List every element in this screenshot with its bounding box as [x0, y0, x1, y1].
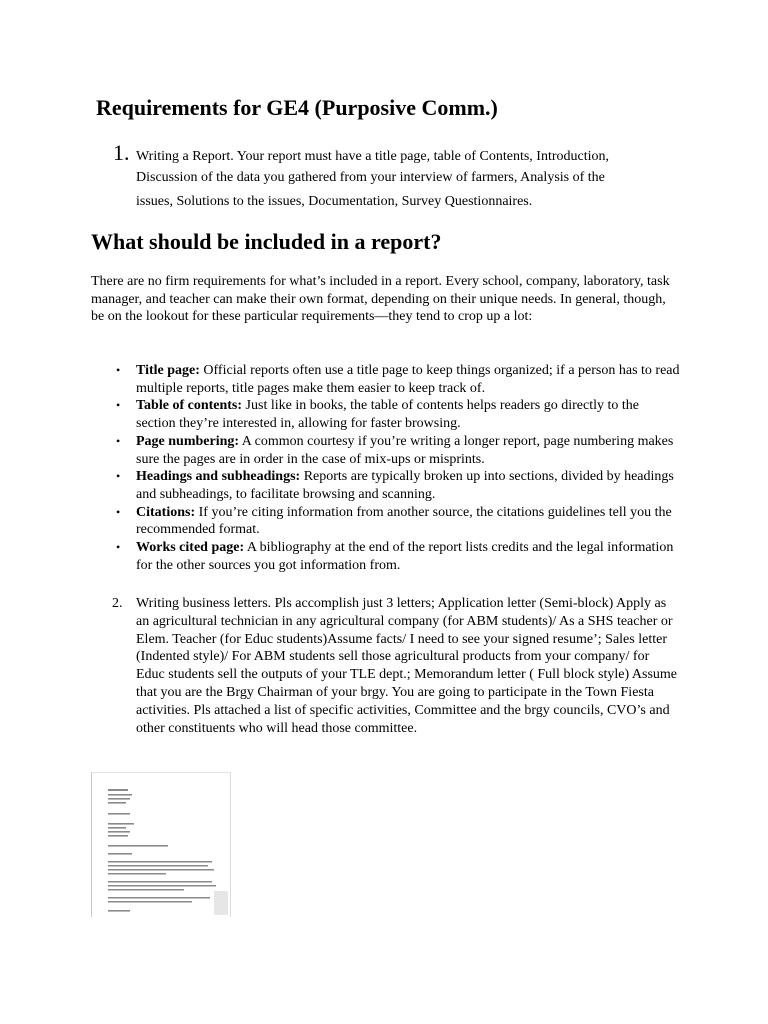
requirements-bullet-list	[91, 362, 681, 574]
list-item	[91, 397, 681, 432]
list-number-2: 2.	[112, 596, 123, 611]
bullet-icon: •	[116, 433, 121, 448]
requirement-2	[91, 595, 681, 737]
list-item	[91, 504, 681, 539]
sample-letter-image	[91, 772, 231, 917]
sample-letter-thumbnail-icon	[92, 773, 230, 917]
bullet-term: Page numbering:	[136, 433, 240, 449]
bullet-icon: •	[116, 540, 121, 555]
requirement-1-line-3: issues, Solutions to the issues, Documentation, Survey Questionnaires.	[136, 194, 533, 209]
bullet-icon: •	[116, 469, 121, 484]
bullet-term: Table of contents:	[136, 398, 243, 414]
page-title: Requirements for GE4 (Purposive Comm.)	[96, 95, 498, 120]
bullet-text: Official reports often use a title page to keep things organized; if a person has to read multiple reports, title pages make them easier to keep track of.	[136, 363, 680, 396]
requirement-1-text	[136, 146, 676, 212]
list-item	[91, 362, 681, 397]
bullet-icon: •	[116, 398, 121, 413]
requirement-2-text: Writing business letters. Pls accomplish just 3 letters; Application letter (Semi-block) Apply as an agricultural technician in any agricultural company (for ABM students)/ As a SHS teacher or Elem. Teacher (for Educ students)Assume facts/ I need to see your signed resume’; Sales letter (Indented style)/ For ABM students sell those agricultural products from your company/ for Educ students sell the outputs of your TLE dept.; Memorandum letter ( Full block style) Assume that you are the Brgy Chairman of your brgy. You are going to participate in the Town Fiesta activities. Pls attached a list of specific activities, Committee and the brgy councils, CVO’s and other constituents who will head those committee.	[136, 596, 677, 736]
bullet-text: If you’re citing information from another source, the citations guidelines tell you the recommended format.	[136, 504, 672, 538]
bullet-term: Headings and subheadings:	[136, 469, 301, 485]
bullet-text: Reports are typically broken up into sections, divided by headings and subheadings, to facilitate browsing and scanning.	[136, 469, 674, 502]
intro-paragraph: There are no firm requirements for what’s included in a report. Every school, company, laboratory, task manager, and teacher can make their own format, depending on their unique needs. In general, though, be on the lookout for these particular requirements—they tend to crop up a lot:	[91, 274, 670, 324]
list-item	[91, 468, 681, 503]
bullet-text: A common courtesy if you’re writing a longer report, page numbering makes sure the pages are in order in the case of mix-ups or misprints.	[136, 433, 674, 467]
requirement-1-line-1: Writing a Report. Your report must have a title page, table of Contents, Introduction,	[136, 149, 610, 164]
requirement-1-line-2: Discussion of the data you gathered from your interview of farmers, Analysis of the	[136, 170, 605, 185]
section-heading: What should be included in a report?	[91, 229, 442, 254]
bullet-icon: •	[116, 504, 121, 519]
bullet-icon: •	[116, 363, 121, 377]
bullet-text: Just like in books, the table of contents helps readers go directly to the section they’re interested in, allowing for faster browsing.	[136, 398, 640, 432]
bullet-text: A bibliography at the end of the report lists credits and the legal information for the other sources you got information from.	[136, 540, 674, 573]
bullet-term: Citations:	[136, 504, 196, 520]
bullet-term: Title page:	[136, 363, 200, 378]
list-number-1: 1.	[113, 140, 130, 165]
list-item	[91, 433, 681, 468]
bullet-term: Works cited page:	[136, 540, 245, 556]
list-item	[91, 539, 681, 574]
